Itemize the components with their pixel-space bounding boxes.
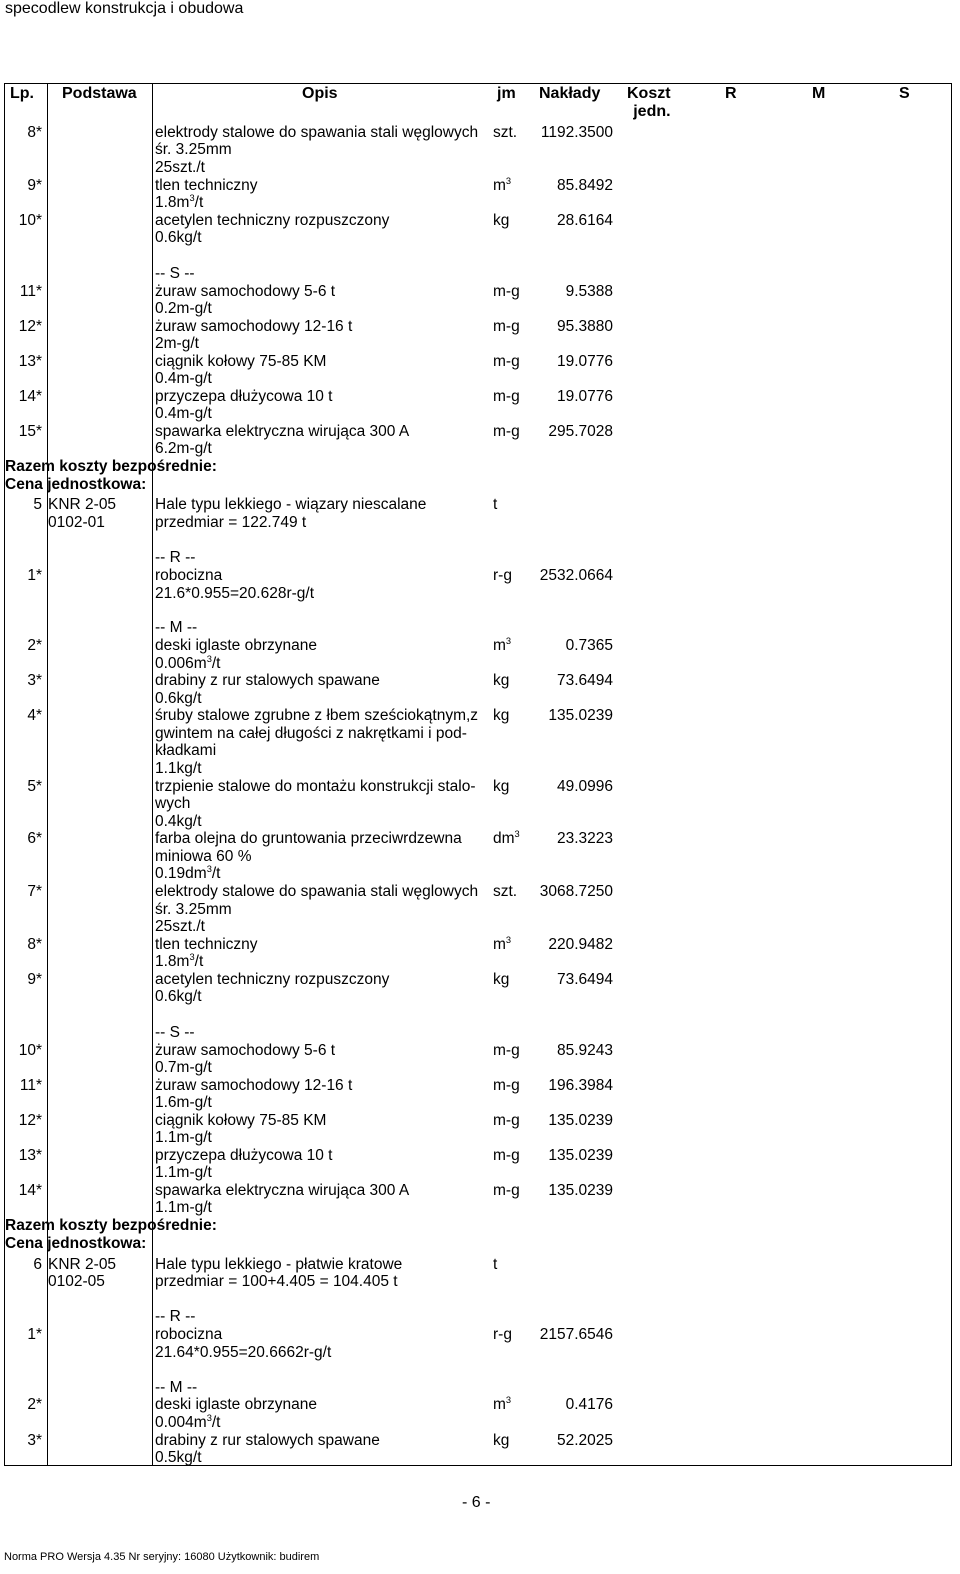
row-desc: miniowa 60 % xyxy=(155,848,252,865)
row-desc: elektrody stalowe do spawania stali węglowych xyxy=(155,124,479,141)
row-lp: 8* xyxy=(27,124,42,141)
row-val: 135.0239 xyxy=(548,1147,613,1164)
row-val: 0.7365 xyxy=(565,637,613,654)
row-jm: m-g xyxy=(493,423,520,440)
row-val: 295.7028 xyxy=(548,423,613,440)
row-jm: m-g xyxy=(493,1042,520,1059)
page-number: - 6 - xyxy=(462,1494,491,1511)
row-jm: $m^3$ xyxy=(493,934,512,953)
row-val: 1192.3500 xyxy=(540,124,613,141)
row-val: 2532.0664 xyxy=(539,567,613,584)
row-bold: Cena jednostkowa: xyxy=(5,476,147,493)
row-desc: 1.1kg/t xyxy=(155,760,202,777)
row-val: 49.0996 xyxy=(556,778,613,795)
row-desc: żuraw samochodowy 12-16 t xyxy=(155,1077,353,1094)
row-jm: szt. xyxy=(493,883,518,900)
row-desc: gwintem na całej długości z nakrętkami i pod- xyxy=(155,725,467,742)
row-desc: $0.19dm^3/t$ xyxy=(155,863,221,882)
row-desc: śruby stalowe zgrubne z łbem sześciokątnym,z xyxy=(155,707,479,724)
row-lp: 14* xyxy=(18,1182,42,1199)
row-desc: Hale typu lekkiego - wiązary niescalane xyxy=(155,496,427,513)
row-desc: wych xyxy=(155,795,191,812)
row-jm: m-g xyxy=(493,283,520,300)
row-jm: m-g xyxy=(493,353,520,370)
row-desc: przedmiar = 100+4.405 = 104.405 t xyxy=(155,1273,398,1290)
row-desc: ciągnik kołowy 75-85 KM xyxy=(155,1112,327,1129)
row-bold: Cena jednostkowa: xyxy=(5,1235,147,1252)
row-desc: elektrody stalowe do spawania stali węglowych xyxy=(155,883,479,900)
header-m: M xyxy=(812,85,826,102)
row-desc: żuraw samochodowy 5-6 t xyxy=(155,283,336,300)
row-desc: 1.1m-g/t xyxy=(155,1199,212,1216)
row-lp: 5 xyxy=(33,496,42,513)
row-desc: 1.1m-g/t xyxy=(155,1129,212,1146)
row-jm: r-g xyxy=(493,1326,512,1343)
row-jm: kg xyxy=(493,707,510,724)
row-desc: kładkami xyxy=(155,742,217,759)
row-val: 196.3984 xyxy=(548,1077,613,1094)
row-jm: kg xyxy=(493,672,510,689)
row-val: 0.4176 xyxy=(565,1396,613,1413)
row-desc: 0.6kg/t xyxy=(155,229,202,246)
row-jm: m-g xyxy=(493,1077,520,1094)
row-jm: $dm^3$ xyxy=(493,828,520,847)
row-desc: robocizna xyxy=(155,567,223,584)
row-val: 73.6494 xyxy=(556,672,613,689)
row-desc: drabiny z rur stalowych spawane xyxy=(155,672,380,689)
row-val: 19.0776 xyxy=(556,388,613,405)
row-desc: 6.2m-g/t xyxy=(155,440,212,457)
row-desc: ciągnik kołowy 75-85 KM xyxy=(155,353,327,370)
row-desc: 25szt./t xyxy=(155,159,205,176)
row-desc: Hale typu lekkiego - płatwie kratowe xyxy=(155,1256,403,1273)
row-desc: -- R -- xyxy=(155,1308,196,1325)
row-lp: 8* xyxy=(27,936,42,953)
row-jm: kg xyxy=(493,971,510,988)
row-val: 9.5388 xyxy=(565,283,613,300)
row-lp: 7* xyxy=(27,883,42,900)
row-desc: przyczepa dłużycowa 10 t xyxy=(155,1147,333,1164)
header-koszt-label: Koszt xyxy=(627,85,671,102)
row-desc: $0.004m^3/t$ xyxy=(155,1412,221,1431)
row-lp: 6 xyxy=(33,1256,42,1273)
row-lp: 10* xyxy=(18,212,42,229)
row-basis: KNR 2-05 xyxy=(48,496,117,513)
row-lp: 11* xyxy=(19,283,42,300)
row-lp: 12* xyxy=(18,1112,42,1129)
row-jm: m-g xyxy=(493,1112,520,1129)
row-val: 2157.6546 xyxy=(539,1326,613,1343)
row-lp: 5* xyxy=(27,778,42,795)
row-desc: -- S -- xyxy=(155,265,195,282)
row-desc: 21.64*0.955=20.6662r-g/t xyxy=(155,1344,332,1361)
row-lp: 15* xyxy=(18,423,42,440)
row-lp: 1* xyxy=(27,567,42,584)
row-desc: acetylen techniczny rozpuszczony xyxy=(155,212,390,229)
row-desc: przyczepa dłużycowa 10 t xyxy=(155,388,333,405)
row-lp: 3* xyxy=(27,1432,42,1449)
row-jm: m-g xyxy=(493,1147,520,1164)
row-val: 220.9482 xyxy=(548,936,613,953)
row-jm: $m^3$ xyxy=(493,635,512,654)
header-jm: jm xyxy=(497,85,516,102)
row-desc: 0.4kg/t xyxy=(155,813,202,830)
row-desc: 25szt./t xyxy=(155,918,205,935)
row-val: 135.0239 xyxy=(548,707,613,724)
row-desc: 21.6*0.955=20.628r-g/t xyxy=(155,585,315,602)
header-naklady: Nakłady xyxy=(539,85,601,102)
row-desc: $1.8m^3/t$ xyxy=(155,951,204,970)
row-desc: spawarka elektryczna wirująca 300 A xyxy=(155,1182,410,1199)
row-basis: KNR 2-05 xyxy=(48,1256,117,1273)
row-jm: kg xyxy=(493,1432,510,1449)
row-lp: 11* xyxy=(19,1077,42,1094)
row-desc: $0.006m^3/t$ xyxy=(155,653,221,672)
row-desc: acetylen techniczny rozpuszczony xyxy=(155,971,390,988)
row-desc: 0.4m-g/t xyxy=(155,370,212,387)
header-opis: Opis xyxy=(302,85,338,102)
row-desc: 0.4m-g/t xyxy=(155,405,212,422)
row-val: 135.0239 xyxy=(548,1112,613,1129)
row-desc: 0.7m-g/t xyxy=(155,1059,212,1076)
row-val: 19.0776 xyxy=(556,353,613,370)
row-val: 3068.7250 xyxy=(539,883,613,900)
header-r: R xyxy=(725,85,737,102)
row-bold: Razem koszty bezpośrednie: xyxy=(5,1217,217,1234)
row-lp: 14* xyxy=(18,388,42,405)
row-desc: $1.8m^3/t$ xyxy=(155,192,204,211)
row-desc: 1.1m-g/t xyxy=(155,1164,212,1181)
row-lp: 3* xyxy=(27,672,42,689)
row-desc: 2m-g/t xyxy=(155,335,199,352)
row-desc: -- M -- xyxy=(155,619,198,636)
row-desc: -- M -- xyxy=(155,1379,198,1396)
row-jm: r-g xyxy=(493,567,512,584)
row-desc: -- S -- xyxy=(155,1024,195,1041)
row-val: 95.3880 xyxy=(556,318,613,335)
row-desc: 0.2m-g/t xyxy=(155,300,212,317)
row-desc: 0.6kg/t xyxy=(155,690,202,707)
row-desc: robocizna xyxy=(155,1326,223,1343)
row-lp: 12* xyxy=(18,318,42,335)
row-desc: 0.6kg/t xyxy=(155,988,202,1005)
row-desc: spawarka elektryczna wirująca 300 A xyxy=(155,423,410,440)
row-jm: m-g xyxy=(493,388,520,405)
row-val: 85.8492 xyxy=(556,177,613,194)
row-lp: 9* xyxy=(27,971,42,988)
row-val: 73.6494 xyxy=(556,971,613,988)
row-basis: 0102-05 xyxy=(48,1273,105,1290)
row-val: 52.2025 xyxy=(556,1432,613,1449)
row-desc: tlen techniczny xyxy=(155,936,258,953)
row-bold: Razem koszty bezpośrednie: xyxy=(5,458,217,475)
header-s: S xyxy=(899,85,910,102)
row-desc: deski iglaste obrzynane xyxy=(155,637,317,654)
row-desc: drabiny z rur stalowych spawane xyxy=(155,1432,380,1449)
row-desc: farba olejna do gruntowania przeciwrdzewna xyxy=(155,830,462,847)
row-desc: przedmiar = 122.749 t xyxy=(155,514,307,531)
row-lp: 2* xyxy=(27,637,42,654)
row-jm: $m^3$ xyxy=(493,175,512,194)
row-lp: 13* xyxy=(18,1147,42,1164)
row-jm: t xyxy=(493,1256,498,1273)
row-desc: 1.6m-g/t xyxy=(155,1094,212,1111)
row-val: 28.6164 xyxy=(556,212,613,229)
row-jm: $m^3$ xyxy=(493,1394,512,1413)
row-val: 135.0239 xyxy=(548,1182,613,1199)
row-desc: śr. 3.25mm xyxy=(155,141,232,158)
row-val: 23.3223 xyxy=(556,830,613,847)
row-jm: kg xyxy=(493,778,510,795)
document-title: specodlew konstrukcja i obudowa xyxy=(5,0,244,17)
row-desc: żuraw samochodowy 5-6 t xyxy=(155,1042,336,1059)
row-jm: m-g xyxy=(493,1182,520,1199)
row-desc: śr. 3.25mm xyxy=(155,901,232,918)
row-desc: -- R -- xyxy=(155,549,196,566)
row-val: 85.9243 xyxy=(556,1042,613,1059)
row-basis: 0102-01 xyxy=(48,514,105,531)
row-lp: 1* xyxy=(27,1326,42,1343)
row-lp: 6* xyxy=(27,830,42,847)
header-koszt-sub: jedn. xyxy=(633,103,671,120)
row-jm: m-g xyxy=(493,318,520,335)
row-lp: 10* xyxy=(18,1042,42,1059)
header-podstawa: Podstawa xyxy=(62,85,137,102)
row-jm: szt. xyxy=(493,124,518,141)
row-desc: 0.5kg/t xyxy=(155,1449,202,1466)
footer-text: Norma PRO Wersja 4.35 Nr seryjny: 16080 Użytkownik: budirem xyxy=(4,1551,320,1563)
row-lp: 2* xyxy=(27,1396,42,1413)
header-lp: Lp. xyxy=(10,85,34,102)
row-desc: trzpienie stalowe do montażu konstrukcji stalo- xyxy=(155,778,476,795)
row-desc: deski iglaste obrzynane xyxy=(155,1396,317,1413)
row-lp: 9* xyxy=(27,177,42,194)
row-lp: 13* xyxy=(18,353,42,370)
row-jm: t xyxy=(493,496,498,513)
row-lp: 4* xyxy=(27,707,42,724)
row-desc: tlen techniczny xyxy=(155,177,258,194)
row-desc: żuraw samochodowy 12-16 t xyxy=(155,318,353,335)
row-jm: kg xyxy=(493,212,510,229)
